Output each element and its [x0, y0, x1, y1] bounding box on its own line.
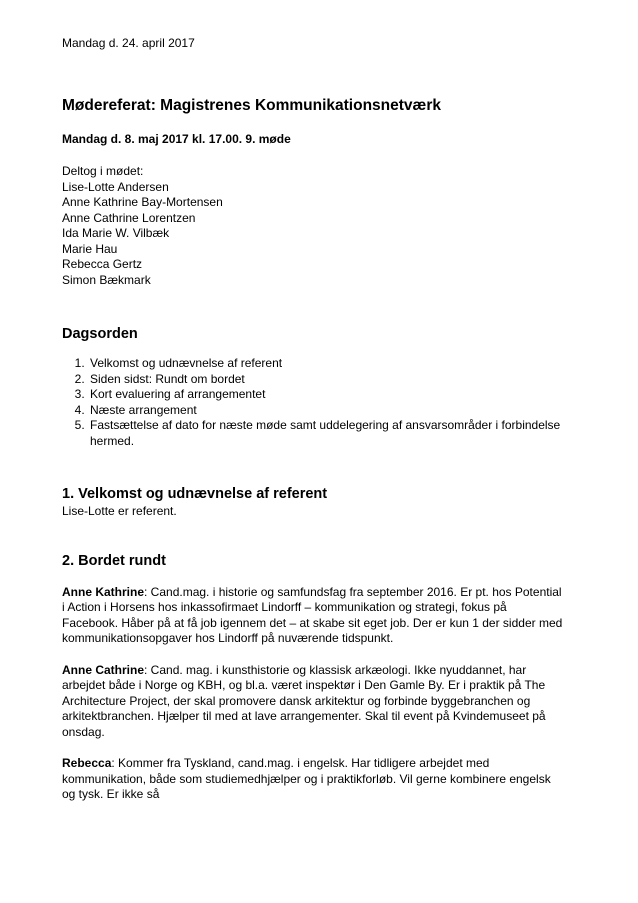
attendee-item: Simon Bækmark — [62, 272, 151, 287]
participant-name: Anne Cathrine — [62, 662, 145, 677]
section-1-body: Lise-Lotte er referent. — [62, 504, 177, 518]
document-title: Mødereferat: Magistrenes Kommunikationsnetværk — [62, 96, 441, 114]
attendees-heading: Deltog i mødet: — [62, 164, 144, 178]
participant-intro — [62, 756, 564, 803]
participant-intro — [62, 585, 564, 647]
document-date: Mandag d. 24. april 2017 — [62, 36, 195, 50]
section-2-heading: 2. Bordet rundt — [62, 552, 166, 569]
document-content — [62, 36, 564, 803]
participant-name: Anne Kathrine — [62, 584, 145, 599]
attendee-item: Ida Marie W. Vilbæk — [62, 226, 170, 240]
section-1-heading: 1. Velkomst og udnævnelse af referent — [62, 486, 328, 502]
agenda-item: 3. Kort evaluering af arrangementet — [88, 387, 564, 403]
agenda-item: 5. Fastsættelse af dato for næste møde samt uddelegering af ansvarsområder i forbindelse hermed. — [88, 418, 564, 449]
participant-name: Rebecca — [62, 756, 112, 770]
participant-intro — [62, 663, 564, 741]
attendee-item: Lise-Lotte Andersen — [62, 179, 169, 194]
agenda-list — [62, 356, 564, 449]
agenda-heading: Dagsorden — [62, 326, 138, 342]
attendee-item: Anne Kathrine Bay-Mortensen — [62, 195, 223, 209]
attendee-item: Marie Hau — [62, 241, 118, 256]
attendee-item: Anne Cathrine Lorentzen — [62, 210, 196, 225]
attendees-block — [62, 164, 564, 288]
participant-text: : Kommer fra Tyskland, cand.mag. i engelsk. Har tidligere arbejdet med kommunikation, både som studiemedhjælper og i praktikforløb. Vil gerne kombinere engelsk og tysk. Er ikke så — [62, 756, 551, 801]
agenda-item: 2. Siden sidst: Rundt om bordet — [88, 372, 564, 388]
agenda-item: 4. Næste arrangement — [88, 403, 564, 419]
participant-text: : Cand.mag. i historie og samfundsfag fra september 2016. Er pt. hos Potential i Action i Horsens hos inkassofirmaet Lindorff – kommunikation og strategi, fokus på Facebook. Håber på at få job igennem det – at skabe sit eget job. Der er kun 1 der sidder med kommunikationsopgaver hos Lindorff på nuværende tidspunkt. — [62, 584, 563, 645]
participant-text: : Cand. mag. i kunsthistorie og klassisk arkæologi. Ikke nyuddannet, har arbejdet både i Norge og KBH, og bl.a. været inspektør i Den Gamle By. Er i praktik på The Architecture Project, der skal promovere dansk arkitektur og forbinde byggebranchen og arkitektbranchen. Hjælper til med at lave arrangementer. Skal til event på Kvindemuseet på onsdag. — [62, 662, 546, 739]
attendee-item: Rebecca Gertz — [62, 257, 143, 271]
agenda-item: 1. Velkomst og udnævnelse af referent — [88, 356, 564, 372]
meeting-date-line: Mandag d. 8. maj 2017 kl. 17.00. 9. møde — [62, 131, 291, 146]
